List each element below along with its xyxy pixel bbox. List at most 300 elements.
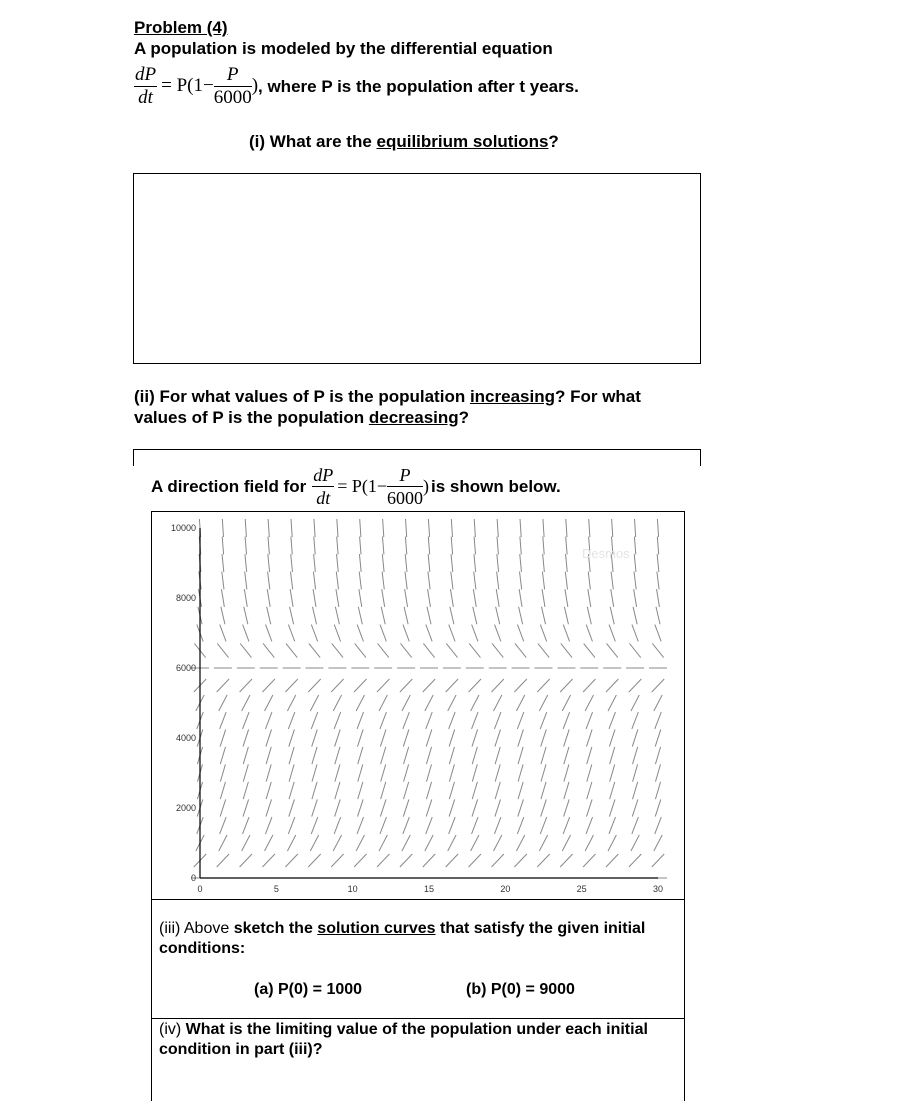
slope-segment xyxy=(428,554,430,572)
slope-segment xyxy=(449,799,455,816)
slope-segment xyxy=(451,554,453,572)
slope-segment xyxy=(560,854,572,867)
slope-segment xyxy=(609,817,616,834)
slope-segment xyxy=(379,695,387,711)
slope-segment xyxy=(564,782,569,799)
slope-segment xyxy=(516,695,524,711)
condition-a: (a) P(0) = 1000 xyxy=(254,981,363,998)
slope-segment xyxy=(245,519,246,537)
slope-segment xyxy=(263,679,275,692)
slope-segment xyxy=(564,607,568,625)
y-tick-label: 8000 xyxy=(175,593,196,603)
slope-segment xyxy=(450,589,453,607)
slope-segment xyxy=(426,729,432,746)
slope-segment xyxy=(423,854,435,867)
slope-segment xyxy=(449,764,454,781)
problem-heading: Problem (4) xyxy=(134,18,228,37)
slope-segment xyxy=(446,679,458,692)
slope-segment xyxy=(265,712,272,729)
slope-segment xyxy=(285,854,297,867)
part-iii-question: (iii) Above sketch the solution curves that satisfy the given initial conditions: xyxy=(159,920,646,957)
slope-segment xyxy=(265,835,273,851)
slope-segment xyxy=(634,589,637,607)
slope-segment xyxy=(495,782,500,799)
slope-segment xyxy=(289,799,295,816)
slope-segment xyxy=(403,625,409,642)
slope-segment xyxy=(586,817,593,834)
slope-segment xyxy=(587,747,592,764)
slope-segment xyxy=(335,764,340,781)
slope-segment xyxy=(428,572,430,590)
slope-segment xyxy=(609,625,615,642)
slope-segment xyxy=(354,854,366,867)
slope-segment xyxy=(312,607,316,625)
slope-segment xyxy=(494,712,501,729)
slope-segment xyxy=(472,712,479,729)
slope-segment xyxy=(495,729,501,746)
slope-segment xyxy=(448,835,456,851)
slope-segment xyxy=(609,799,615,816)
slope-segment xyxy=(221,607,225,625)
slope-segment xyxy=(403,712,410,729)
slope-segment xyxy=(334,712,341,729)
slope-segment xyxy=(355,643,366,657)
slope-segment xyxy=(377,679,389,692)
slope-segment xyxy=(563,712,570,729)
slope-segment xyxy=(291,537,292,555)
main-equation xyxy=(134,60,579,112)
slope-segment xyxy=(336,572,338,590)
slope-segment xyxy=(289,747,294,764)
slope-segment xyxy=(520,519,521,537)
slope-segment xyxy=(631,695,639,711)
slope-segment xyxy=(657,589,660,607)
slope-segment xyxy=(587,799,593,816)
slope-segment xyxy=(380,729,386,746)
slope-segment xyxy=(634,537,635,555)
slope-segment xyxy=(356,835,364,851)
slope-segment xyxy=(518,799,524,816)
slope-segment xyxy=(220,712,227,729)
slope-segment xyxy=(359,554,361,572)
slope-segment xyxy=(312,764,317,781)
slope-segment xyxy=(268,572,270,590)
slope-segment xyxy=(382,572,384,590)
direction-field-caption: A direction field for $\frac{dP}{dt}$ = P(1− $\frac{P}{6000}$ ) is shown below. xyxy=(151,464,561,508)
where-text: , where P is the population after t years. xyxy=(258,76,579,96)
slope-segment xyxy=(288,817,295,834)
slope-segment xyxy=(474,554,476,572)
caption-dPdt-fraction: $\frac{dP}{dt}$ xyxy=(313,464,334,508)
slope-segment xyxy=(426,625,432,642)
x-tick-label: 15 xyxy=(423,884,435,894)
slope-segment xyxy=(588,589,591,607)
slope-segment xyxy=(380,817,387,834)
slope-segment xyxy=(492,643,503,657)
slope-segment xyxy=(632,712,639,729)
slope-segment xyxy=(220,764,225,781)
x-tick-labels xyxy=(197,884,663,894)
slope-segment xyxy=(291,519,292,537)
slope-segment xyxy=(405,572,407,590)
slope-segment xyxy=(560,679,572,692)
slope-segment xyxy=(449,712,456,729)
slope-segment xyxy=(474,519,475,537)
slope-segment xyxy=(657,554,659,572)
slope-segment xyxy=(288,712,295,729)
slope-segment xyxy=(446,643,457,657)
slope-segment xyxy=(474,572,476,590)
slope-segment xyxy=(240,643,251,657)
slope-segment xyxy=(471,695,479,711)
slope-segment xyxy=(633,764,638,781)
slope-segment xyxy=(589,519,590,537)
slope-segment xyxy=(451,537,452,555)
slope-segment xyxy=(541,747,546,764)
slope-segment xyxy=(654,835,662,851)
slope-segment xyxy=(357,712,364,729)
slope-segment xyxy=(381,747,386,764)
slope-segment xyxy=(266,782,271,799)
slope-segment xyxy=(495,764,500,781)
slope-segment xyxy=(541,764,546,781)
slope-segment xyxy=(309,643,320,657)
x-tick-label: 30 xyxy=(652,884,664,894)
slope-segment xyxy=(652,643,663,657)
slope-segment xyxy=(583,854,595,867)
slope-segment xyxy=(314,519,315,537)
slope-segment xyxy=(263,854,275,867)
slope-segment xyxy=(382,537,383,555)
slope-segment xyxy=(403,817,410,834)
slope-segment xyxy=(451,572,453,590)
slope-segment xyxy=(562,695,570,711)
slope-segment xyxy=(381,607,385,625)
slope-segment xyxy=(287,695,295,711)
slope-segment xyxy=(358,782,363,799)
slope-segment xyxy=(472,625,478,642)
slope-segment xyxy=(520,537,521,555)
slope-segment xyxy=(469,643,480,657)
y-tick-label: 2000 xyxy=(175,803,196,813)
slope-segment xyxy=(335,799,341,816)
slope-segment xyxy=(265,817,272,834)
slope-segments xyxy=(191,519,667,878)
y-tick-label: 0 xyxy=(190,873,196,883)
slope-segment xyxy=(358,764,363,781)
slope-segment xyxy=(543,554,545,572)
slope-segment xyxy=(240,679,252,692)
slope-segment xyxy=(402,835,410,851)
slope-segment xyxy=(583,679,595,692)
slope-segment xyxy=(633,782,638,799)
slope-segment xyxy=(285,679,297,692)
slope-segment xyxy=(400,643,411,657)
slope-segment xyxy=(313,589,316,607)
slope-segment xyxy=(562,835,570,851)
y-tick-labels xyxy=(171,523,196,883)
slope-segment xyxy=(543,519,544,537)
slope-segment xyxy=(425,835,433,851)
slope-segment xyxy=(217,854,229,867)
slope-segment xyxy=(564,799,570,816)
slope-segment xyxy=(449,625,455,642)
slope-segment xyxy=(313,572,315,590)
slope-segment xyxy=(220,799,226,816)
part-ii-question: (ii) For what values of P is the population increasing? For what values of P is the population decreasing? xyxy=(134,387,641,427)
slope-segment xyxy=(217,643,228,657)
slope-segment xyxy=(360,537,361,555)
slope-segment xyxy=(404,782,409,799)
slope-segment xyxy=(220,729,226,746)
slope-segment xyxy=(449,729,455,746)
part-iv-question: (iv) What is the limiting value of the population under each initial condition in part (iii)? xyxy=(159,1021,648,1058)
slope-segment xyxy=(265,695,273,711)
slope-segment xyxy=(585,695,593,711)
slope-segment xyxy=(655,712,662,729)
slope-segment xyxy=(222,537,223,555)
slope-segment xyxy=(566,554,568,572)
y-tick-label: 10000 xyxy=(170,523,196,533)
slope-segment xyxy=(358,607,362,625)
y-tick-label: 4000 xyxy=(175,733,196,743)
slope-segment xyxy=(289,782,294,799)
slope-segment xyxy=(244,607,248,625)
slope-segment xyxy=(469,854,481,867)
slope-segment xyxy=(243,782,248,799)
slope-segment xyxy=(336,589,339,607)
slope-segment xyxy=(426,764,431,781)
chart-divider xyxy=(151,899,684,900)
condition-b: (b) P(0) = 9000 xyxy=(466,981,575,998)
slope-segment xyxy=(472,782,477,799)
slope-segment xyxy=(539,835,547,851)
slope-segment xyxy=(607,643,618,657)
slope-segment xyxy=(610,782,615,799)
slope-segment xyxy=(311,817,318,834)
slope-segment xyxy=(563,817,570,834)
slope-segment xyxy=(611,572,613,590)
slope-segment xyxy=(518,782,523,799)
slope-segment xyxy=(542,572,544,590)
slope-segment xyxy=(359,589,362,607)
slope-segment xyxy=(606,854,618,867)
desmos-watermark: Desmos xyxy=(582,546,630,561)
problem-intro: A population is modeled by the differential equation xyxy=(134,39,553,58)
slope-segment xyxy=(268,537,269,555)
slope-segment xyxy=(290,589,293,607)
slope-segment xyxy=(381,764,386,781)
slope-segment xyxy=(405,554,407,572)
slope-segment xyxy=(494,817,501,834)
slope-segment xyxy=(474,537,475,555)
slope-segment xyxy=(383,519,384,537)
slope-segment xyxy=(515,643,526,657)
slope-segment xyxy=(220,747,225,764)
slope-segment xyxy=(472,799,478,816)
slope-segment xyxy=(609,729,615,746)
slope-segment xyxy=(219,695,227,711)
slope-segment xyxy=(472,817,479,834)
slope-segment xyxy=(217,679,229,692)
slope-segment xyxy=(331,854,343,867)
slope-segment xyxy=(426,747,431,764)
slope-segment xyxy=(565,589,568,607)
part-i-answer-box[interactable] xyxy=(133,173,701,364)
slope-segment xyxy=(220,817,227,834)
slope-segment xyxy=(609,712,616,729)
slope-segment xyxy=(473,589,476,607)
slope-segment xyxy=(519,589,522,607)
slope-segment xyxy=(380,625,386,642)
slope-segment xyxy=(495,747,500,764)
slope-segment xyxy=(263,643,274,657)
slope-segment xyxy=(635,519,636,537)
slope-segment xyxy=(608,695,616,711)
slope-segment xyxy=(222,554,224,572)
slope-segment xyxy=(245,572,247,590)
slope-segment xyxy=(266,729,272,746)
slope-segment xyxy=(610,764,615,781)
slope-segment xyxy=(425,695,433,711)
slope-segment xyxy=(288,625,294,642)
slope-segment xyxy=(220,782,225,799)
slope-segment xyxy=(538,643,549,657)
slope-segment xyxy=(405,537,406,555)
slope-segment xyxy=(314,537,315,555)
slope-segment xyxy=(629,679,641,692)
part-i-question: (i) What are the equilibrium solutions? xyxy=(249,132,559,151)
slope-segment xyxy=(652,679,664,692)
slope-segment xyxy=(657,519,658,537)
slope-segment xyxy=(632,625,638,642)
slope-segment xyxy=(404,607,408,625)
slope-segment xyxy=(450,607,454,625)
slope-segment xyxy=(497,572,499,590)
slope-segment xyxy=(311,625,317,642)
slope-segment xyxy=(495,799,501,816)
slope-segment xyxy=(243,625,249,642)
slope-segment xyxy=(380,712,387,729)
slope-segment xyxy=(382,554,384,572)
slope-segment xyxy=(566,519,567,537)
slope-segment xyxy=(449,782,454,799)
slope-segment xyxy=(337,519,338,537)
slope-segment xyxy=(245,554,247,572)
slope-segment xyxy=(333,835,341,851)
slope-segment xyxy=(360,519,361,537)
slope-segment xyxy=(426,817,433,834)
slope-segment xyxy=(243,747,248,764)
slope-segment xyxy=(606,679,618,692)
slope-segment xyxy=(587,729,593,746)
slope-segment xyxy=(267,589,270,607)
slope-segment xyxy=(243,817,250,834)
slope-segment xyxy=(402,695,410,711)
part-iv-divider xyxy=(151,1018,684,1019)
slope-segment xyxy=(423,679,435,692)
slope-segment xyxy=(514,679,526,692)
slope-segment xyxy=(242,835,250,851)
slope-segment xyxy=(540,712,547,729)
slope-segment xyxy=(541,782,546,799)
slope-segment xyxy=(291,554,293,572)
x-tick-label: 5 xyxy=(273,884,279,894)
slope-segment xyxy=(289,764,294,781)
slope-segment xyxy=(497,537,498,555)
slope-segment xyxy=(404,764,409,781)
slope-segment xyxy=(244,589,247,607)
slope-segment xyxy=(405,589,408,607)
slope-segment xyxy=(634,554,636,572)
slope-segment xyxy=(308,854,320,867)
slope-segment xyxy=(652,854,664,867)
slope-segment xyxy=(332,643,343,657)
x-tick-label: 0 xyxy=(197,884,203,894)
slope-segment xyxy=(657,572,659,590)
slope-segment xyxy=(428,589,431,607)
slope-segment xyxy=(406,519,407,537)
slope-segment xyxy=(400,679,412,692)
slope-segment xyxy=(632,729,638,746)
slope-segment xyxy=(471,835,479,851)
slope-segment xyxy=(494,835,502,851)
slope-segment xyxy=(587,764,592,781)
slope-segment xyxy=(564,729,570,746)
slope-segment xyxy=(492,854,504,867)
slope-segment xyxy=(335,729,341,746)
slope-segment xyxy=(587,782,592,799)
slope-segment xyxy=(240,854,252,867)
slope-segment xyxy=(655,729,661,746)
slope-segment xyxy=(497,554,499,572)
slope-segment xyxy=(586,712,593,729)
slope-segment xyxy=(587,607,591,625)
slope-segment xyxy=(469,679,481,692)
slope-segment xyxy=(308,679,320,692)
slope-segment xyxy=(561,643,572,657)
slope-segment xyxy=(541,607,545,625)
slope-segment xyxy=(446,854,458,867)
slope-segment xyxy=(426,799,432,816)
slope-segment xyxy=(333,695,341,711)
slope-segment xyxy=(541,799,547,816)
slope-segment xyxy=(335,747,340,764)
slope-segment xyxy=(337,537,338,555)
slope-segment xyxy=(222,572,224,590)
slope-segment xyxy=(537,679,549,692)
slope-segment xyxy=(540,817,547,834)
slope-segment xyxy=(312,729,318,746)
slope-segment xyxy=(380,799,386,816)
slope-segment xyxy=(428,537,429,555)
slope-segment xyxy=(449,817,456,834)
slope-segment xyxy=(610,607,614,625)
equation-prefix: = P(1− xyxy=(161,75,214,96)
slope-segment xyxy=(243,712,250,729)
P-over-6000-fraction: $\frac{P}{6000}$ xyxy=(213,63,252,108)
slope-segment xyxy=(631,835,639,851)
slope-segment xyxy=(334,625,340,642)
slope-segment xyxy=(289,729,295,746)
slope-segment xyxy=(520,554,522,572)
slope-segment xyxy=(563,625,569,642)
slope-segment xyxy=(494,695,502,711)
slope-segment xyxy=(245,537,246,555)
slope-segment xyxy=(426,782,431,799)
slope-segment xyxy=(356,695,364,711)
slope-segment xyxy=(449,747,454,764)
